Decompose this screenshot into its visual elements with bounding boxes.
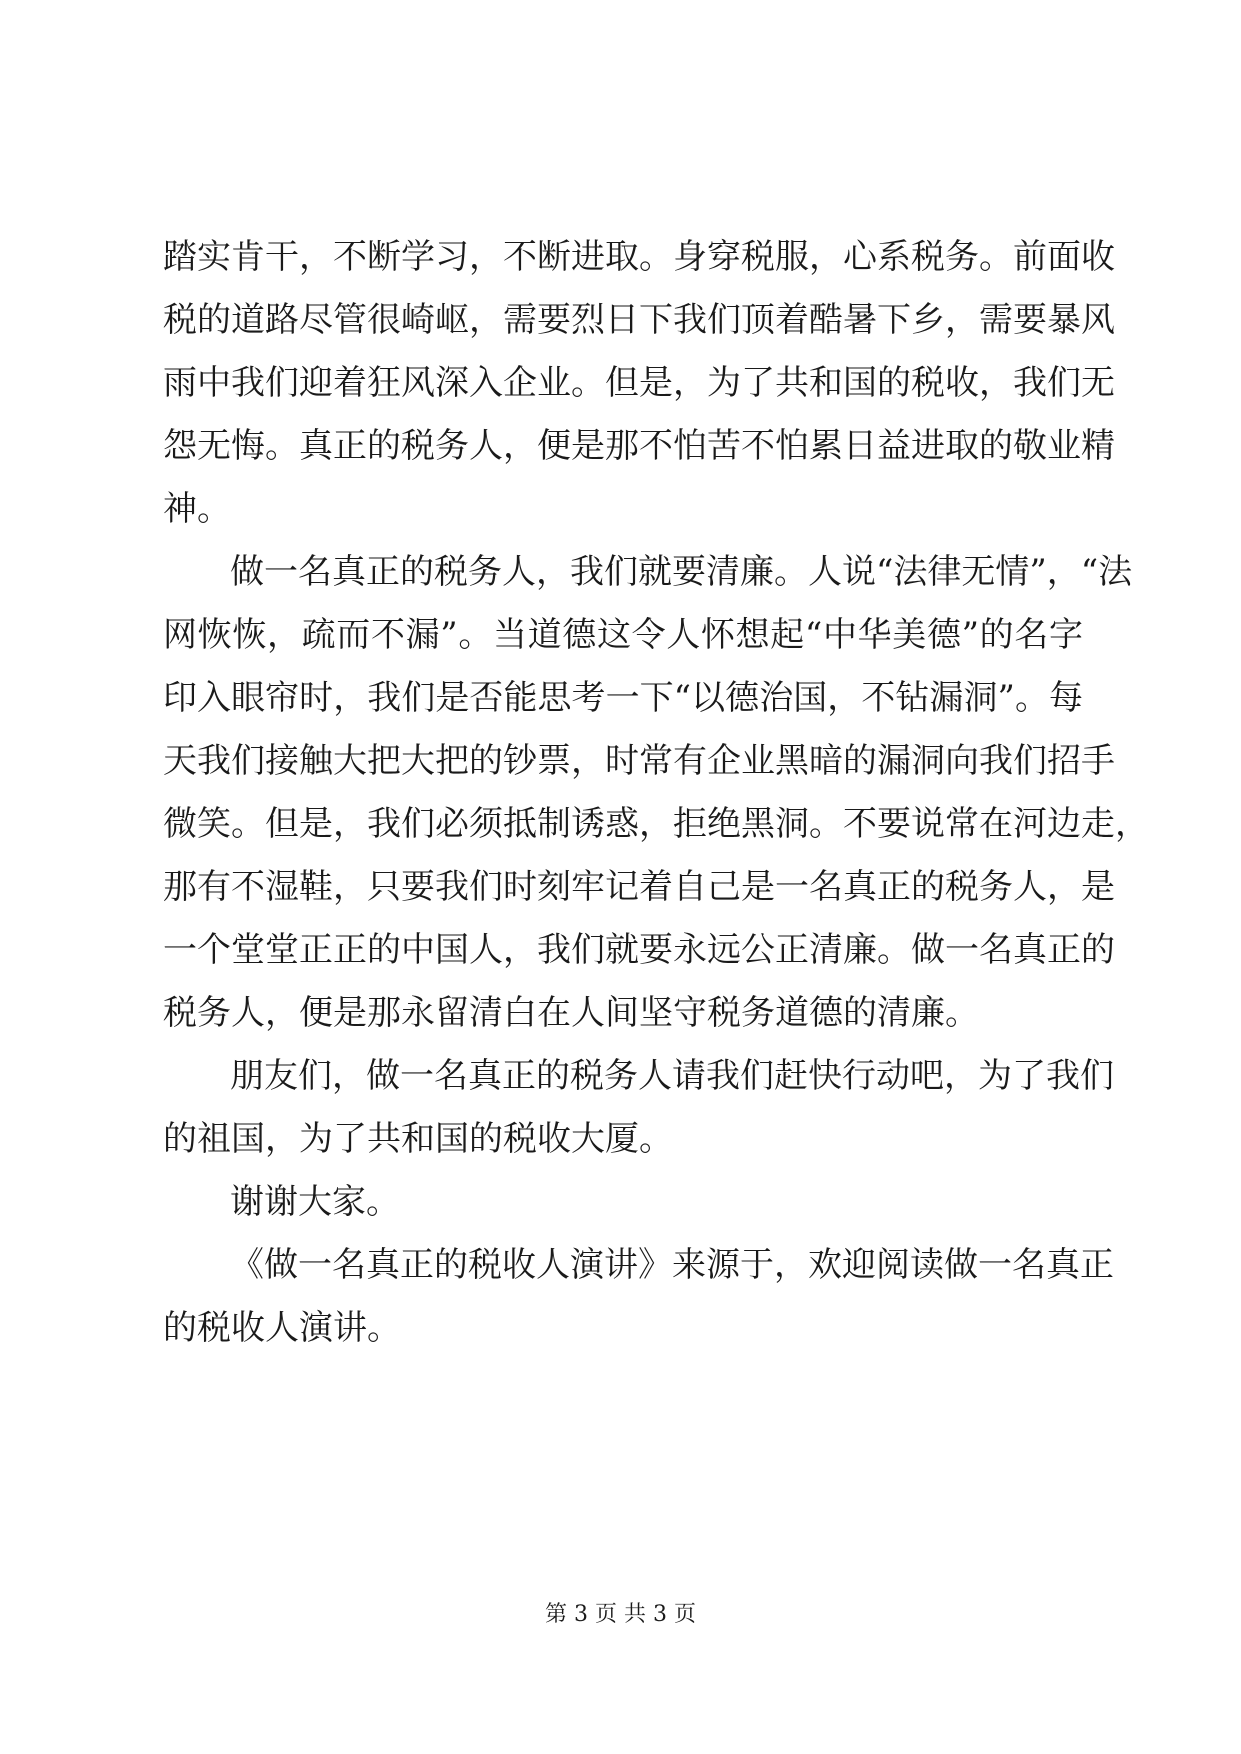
text-line: 税务人，便是那永留清白在人间坚守税务道德的清廉。: [163, 993, 979, 1033]
text-line: 雨中我们迎着狂风深入企业。但是，为了共和国的税收，我们无: [163, 363, 1115, 403]
page-number: 第 3 页 共 3 页: [545, 1602, 696, 1627]
text-line: 《做一名真正的税收人演讲》来源于，欢迎阅读做一名真正: [230, 1245, 1114, 1285]
text-line: 那有不湿鞋，只要我们时刻牢记着自己是一名真正的税务人，是: [163, 867, 1115, 907]
text-line: 神。: [163, 489, 231, 529]
text-line: 的祖国，为了共和国的税收大厦。: [163, 1119, 673, 1159]
text-line: 税的道路尽管很崎岖，需要烈日下我们顶着酷暑下乡，需要暴风: [163, 300, 1115, 340]
text-line: 做一名真正的税务人，我们就要清廉。人说“法律无情”，“法: [230, 552, 1133, 592]
page-footer: [0, 1600, 1241, 1630]
text-line: 一个堂堂正正的中国人，我们就要永远公正清廉。做一名真正的: [163, 930, 1115, 970]
text-line: 天我们接触大把大把的钞票，时常有企业黑暗的漏洞向我们招手: [163, 741, 1115, 781]
text-line: 微笑。但是，我们必须抵制诱惑，拒绝黑洞。不要说常在河边走，: [163, 804, 1149, 844]
text-line: 朋友们，做一名真正的税务人请我们赶快行动吧，为了我们: [230, 1056, 1114, 1096]
text-line: 网恢恢，疏而不漏”。当道德这令人怀想起“中华美德”的名字: [163, 615, 1083, 655]
text-line: 踏实肯干，不断学习，不断进取。身穿税服，心系税务。前面收: [163, 237, 1115, 277]
text-line: 的税收人演讲。: [163, 1308, 401, 1348]
text-line: 怨无悔。真正的税务人，便是那不怕苦不怕累日益进取的敬业精: [163, 426, 1115, 466]
document-body: [163, 226, 1149, 1360]
text-line: 印入眼帘时，我们是否能思考一下“以德治国，不钻漏洞”。每: [163, 678, 1083, 718]
text-line: 谢谢大家。: [230, 1182, 400, 1222]
